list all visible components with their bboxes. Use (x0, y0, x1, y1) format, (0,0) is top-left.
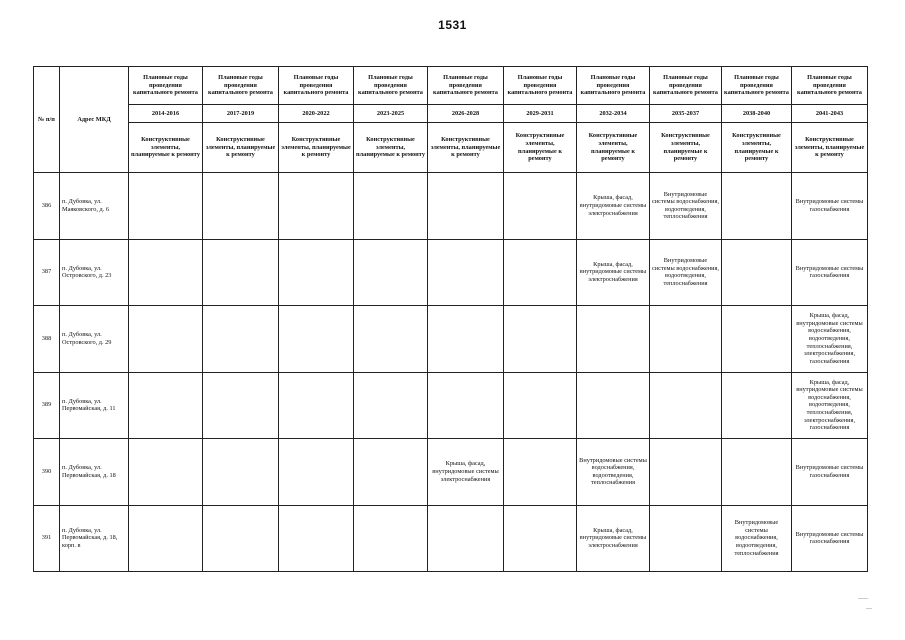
table-row (34, 439, 868, 506)
work-cell: Крыша, фасад, внутридомовые системы водоснабжения, водоотведения, теплоснабжения, электроснабжения, газоснабжения (792, 306, 868, 373)
work-cell (279, 239, 354, 306)
period-years: 2026-2028 (428, 105, 504, 123)
work-cell (129, 306, 203, 373)
work-cell (722, 372, 792, 439)
row-number: 387 (34, 239, 60, 306)
work-cell: Внутридомовые системы водоснабжения, водоотведения, теплоснабжения (722, 505, 792, 572)
work-cell: Крыша, фасад, внутридомовые системы электроснабжения (577, 505, 650, 572)
capital-repair-plan-table (33, 66, 868, 572)
work-cell (354, 372, 428, 439)
period-years: 2029-2031 (504, 105, 577, 123)
work-cell: Внутридомовые системы газоснабжения (792, 439, 868, 506)
work-cell: Внутридомовые системы водоснабжения, водоотведения, теплоснабжения (650, 239, 722, 306)
period-caption-6: Плановые годы проведения капитального ремонта (504, 67, 577, 105)
period-years: 2023-2025 (354, 105, 428, 123)
work-cell (279, 372, 354, 439)
address-header: Адрес МКД (60, 67, 129, 173)
work-cell (203, 372, 279, 439)
work-cell: Внутридомовые системы водоснабжения, водоотведения, теплоснабжения (577, 439, 650, 506)
period-caption-9: Плановые годы проведения капитального ремонта (722, 67, 792, 105)
work-cell (129, 239, 203, 306)
elements-caption: Конструктивные элементы, планируемые к ремонту (354, 123, 428, 173)
work-cell: Крыша, фасад, внутридомовые системы электроснабжения (577, 173, 650, 240)
elements-caption: Конструктивные элементы, планируемые к ремонту (650, 123, 722, 173)
work-cell (129, 505, 203, 572)
work-cell (428, 505, 504, 572)
table-row (34, 372, 868, 439)
row-number: 386 (34, 173, 60, 240)
period-years-row (34, 105, 868, 123)
work-cell: Внутридомовые системы газоснабжения (792, 239, 868, 306)
period-caption-3: Плановые годы проведения капитального ремонта (279, 67, 354, 105)
row-address: п. Дубовка, ул. Маяковского, д. 6 (60, 173, 129, 240)
work-cell (354, 239, 428, 306)
scan-mark (858, 598, 868, 599)
work-cell (428, 173, 504, 240)
work-cell (279, 306, 354, 373)
work-cell: Внутридомовые системы газоснабжения (792, 505, 868, 572)
page-number: 1531 (438, 18, 467, 32)
num-header: № п/п (34, 67, 60, 173)
work-cell (650, 372, 722, 439)
period-caption-7: Плановые годы проведения капитального ремонта (577, 67, 650, 105)
work-cell (354, 306, 428, 373)
work-cell (504, 439, 577, 506)
table-row (34, 306, 868, 373)
table-row (34, 239, 868, 306)
row-address: п. Дубовка, ул. Первомайская, д. 11 (60, 372, 129, 439)
work-cell (504, 505, 577, 572)
work-cell (650, 306, 722, 373)
work-cell: Внутридомовые системы газоснабжения (792, 173, 868, 240)
elements-caption: Конструктивные элементы, планируемые к ремонту (129, 123, 203, 173)
period-years: 2020-2022 (279, 105, 354, 123)
work-cell (504, 173, 577, 240)
row-number: 390 (34, 439, 60, 506)
elements-caption: Конструктивные элементы, планируемые к ремонту (577, 123, 650, 173)
work-cell (650, 439, 722, 506)
work-cell (354, 439, 428, 506)
work-cell (354, 173, 428, 240)
period-caption-8: Плановые годы проведения капитального ремонта (650, 67, 722, 105)
period-caption-2: Плановые годы проведения капитального ремонта (203, 67, 279, 105)
work-cell (504, 306, 577, 373)
elements-caption: Конструктивные элементы, планируемые к ремонту (504, 123, 577, 173)
work-cell (279, 505, 354, 572)
work-cell (279, 173, 354, 240)
elements-caption: Конструктивные элементы, планируемые к ремонту (792, 123, 868, 173)
period-years: 2014-2016 (129, 105, 203, 123)
work-cell (428, 306, 504, 373)
elements-caption: Конструктивные элементы, планируемые к ремонту (428, 123, 504, 173)
work-cell (129, 173, 203, 240)
scan-mark (866, 608, 872, 609)
elements-caption: Конструктивные элементы, планируемые к ремонту (279, 123, 354, 173)
work-cell: Крыша, фасад, внутридомовые системы водоснабжения, водоотведения, теплоснабжения, электроснабжения, газоснабжения (792, 372, 868, 439)
work-cell (577, 372, 650, 439)
work-cell: Внутридомовые системы водоснабжения, водоотведения, теплоснабжения (650, 173, 722, 240)
elements-caption: Конструктивные элементы, планируемые к ремонту (722, 123, 792, 173)
period-years: 2017-2019 (203, 105, 279, 123)
period-years: 2038-2040 (722, 105, 792, 123)
work-cell (722, 439, 792, 506)
period-caption-5: Плановые годы проведения капитального ремонта (428, 67, 504, 105)
period-years: 2032-2034 (577, 105, 650, 123)
table-body (34, 173, 868, 572)
work-cell (129, 372, 203, 439)
row-number: 389 (34, 372, 60, 439)
elements-caption-row (34, 123, 868, 173)
work-cell (203, 439, 279, 506)
work-cell (428, 372, 504, 439)
row-number: 391 (34, 505, 60, 572)
work-cell (504, 239, 577, 306)
work-cell (428, 239, 504, 306)
table-row (34, 173, 868, 240)
period-caption-10: Плановые годы проведения капитального ремонта (792, 67, 868, 105)
elements-caption: Конструктивные элементы, планируемые к ремонту (203, 123, 279, 173)
period-years: 2041-2043 (792, 105, 868, 123)
work-cell: Крыша, фасад, внутридомовые системы электроснабжения (428, 439, 504, 506)
work-cell: Крыша, фасад, внутридомовые системы электроснабжения (577, 239, 650, 306)
row-number: 388 (34, 306, 60, 373)
row-address: п. Дубовка, ул. Первомайская, д. 18 (60, 439, 129, 506)
period-caption-row (34, 67, 868, 105)
work-cell (722, 306, 792, 373)
work-cell (203, 505, 279, 572)
work-cell (203, 173, 279, 240)
period-caption-4: Плановые годы проведения капитального ремонта (354, 67, 428, 105)
work-cell (722, 239, 792, 306)
table-row (34, 505, 868, 572)
row-address: п. Дубовка, ул. Первомайская, д. 18, корп. в (60, 505, 129, 572)
work-cell (203, 239, 279, 306)
period-years: 2035-2037 (650, 105, 722, 123)
work-cell (129, 439, 203, 506)
work-cell (203, 306, 279, 373)
work-cell (279, 439, 354, 506)
row-address: п. Дубовка, ул. Островского, д. 29 (60, 306, 129, 373)
work-cell (650, 505, 722, 572)
period-caption-1: Плановые годы проведения капитального ремонта (129, 67, 203, 105)
work-cell (577, 306, 650, 373)
work-cell (722, 173, 792, 240)
work-cell (354, 505, 428, 572)
work-cell (504, 372, 577, 439)
row-address: п. Дубовка, ул. Островского, д. 23 (60, 239, 129, 306)
